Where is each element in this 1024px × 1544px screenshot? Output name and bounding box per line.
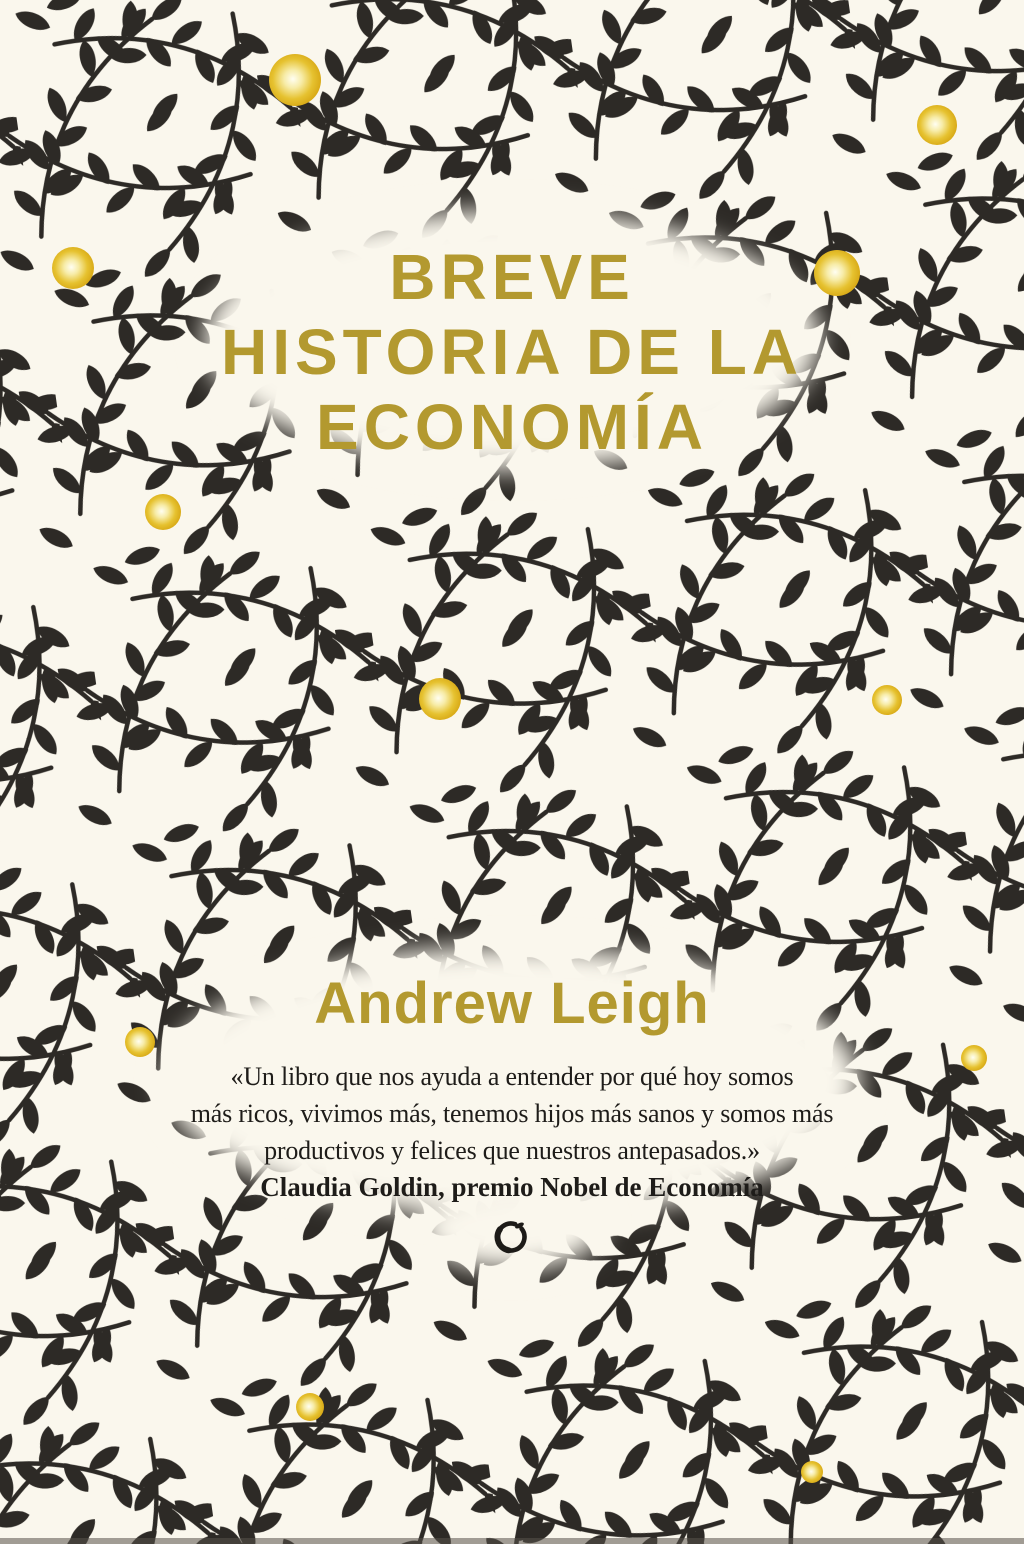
- gold-dot: [419, 678, 461, 720]
- book-title: [0, 240, 1024, 465]
- review-quote: [0, 1058, 1024, 1169]
- title-line-2: HISTORIA DE LA: [220, 316, 804, 388]
- title-line-1: BREVE: [389, 241, 635, 313]
- cover-bottom-edge: [0, 1538, 1024, 1544]
- gold-dot: [269, 54, 321, 106]
- publisher-logo-icon: [489, 1213, 534, 1259]
- author-name: Andrew Leigh: [314, 971, 710, 1036]
- quote-line-1: «Un libro que nos ayuda a entender por qué hoy somos: [230, 1062, 794, 1091]
- quote-line-3: productivos y felices que nuestros antepasados.»: [264, 1136, 760, 1165]
- title-line-3: ECONOMÍA: [316, 391, 708, 463]
- gold-dot: [145, 494, 181, 530]
- gold-dot: [296, 1393, 324, 1421]
- quote-line-2: más ricos, vivimos más, tenemos hijos más sanos y somos más: [190, 1099, 834, 1128]
- quote-attribution: Claudia Goldin, premio Nobel de Economía: [260, 1172, 764, 1202]
- gold-dot: [917, 105, 957, 145]
- gold-dot: [801, 1461, 823, 1483]
- gold-dot: [872, 685, 902, 715]
